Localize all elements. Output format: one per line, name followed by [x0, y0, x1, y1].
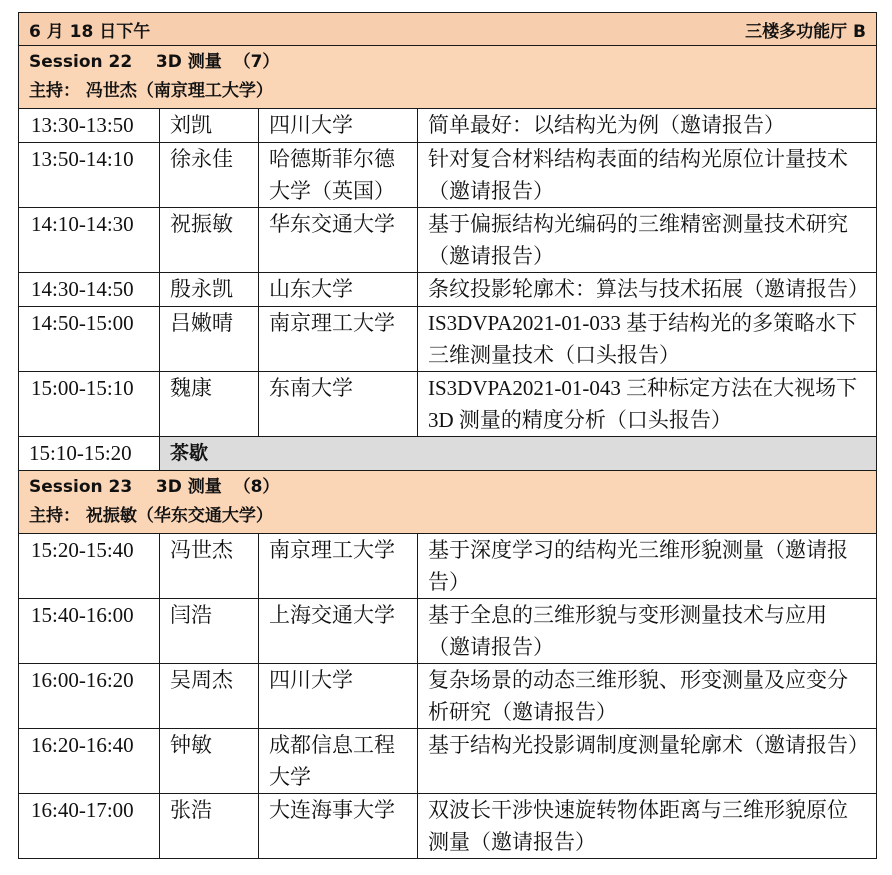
schedule-table — [18, 12, 877, 859]
break-row — [19, 437, 877, 471]
table-row — [19, 664, 877, 729]
topic-cell: 双波长干涉快速旋转物体距离与三维形貌原位测量（邀请报告） — [418, 794, 877, 859]
time-cell: 14:10-14:30 — [19, 208, 160, 273]
org-cell: 大连海事大学 — [259, 794, 418, 859]
org-cell: 上海交通大学 — [259, 599, 418, 664]
time-cell: 16:00-16:20 — [19, 664, 160, 729]
table-row — [19, 729, 877, 794]
speaker-cell: 祝振敏 — [160, 208, 259, 273]
org-cell: 华东交通大学 — [259, 208, 418, 273]
speaker-cell: 魏康 — [160, 372, 259, 437]
org-cell: 成都信息工程大学 — [259, 729, 418, 794]
speaker-cell: 冯世杰 — [160, 534, 259, 599]
topic-cell: 复杂场景的动态三维形貌、形变测量及应变分析研究（邀请报告） — [418, 664, 877, 729]
org-cell: 四川大学 — [259, 664, 418, 729]
time-cell: 16:40-17:00 — [19, 794, 160, 859]
table-row — [19, 599, 877, 664]
org-cell: 山东大学 — [259, 273, 418, 307]
session-title: Session 22 3D 测量 （7） — [29, 52, 280, 72]
topic-cell: 基于偏振结构光编码的三维精密测量技术研究（邀请报告） — [418, 208, 877, 273]
org-cell: 南京理工大学 — [259, 307, 418, 372]
header-venue: 三楼多功能厅 B — [745, 21, 867, 42]
org-cell: 南京理工大学 — [259, 534, 418, 599]
time-cell: 14:30-14:50 — [19, 273, 160, 307]
header-date: 6 月 18 日下午 — [29, 21, 151, 42]
table-row — [19, 372, 877, 437]
topic-cell: 基于全息的三维形貌与变形测量技术与应用（邀请报告） — [418, 599, 877, 664]
session-host: 主持： 冯世杰（南京理工大学） — [29, 81, 273, 101]
break-time: 15:10-15:20 — [19, 437, 160, 471]
speaker-cell: 张浩 — [160, 794, 259, 859]
session-host: 主持： 祝振敏（华东交通大学） — [29, 506, 273, 526]
org-cell: 四川大学 — [259, 109, 418, 143]
speaker-cell: 刘凯 — [160, 109, 259, 143]
table-row — [19, 208, 877, 273]
table-row — [19, 794, 877, 859]
table-row — [19, 307, 877, 372]
topic-cell: 针对复合材料结构表面的结构光原位计量技术（邀请报告） — [418, 143, 877, 208]
time-cell: 13:50-14:10 — [19, 143, 160, 208]
topic-cell: 基于深度学习的结构光三维形貌测量（邀请报告） — [418, 534, 877, 599]
time-cell: 15:20-15:40 — [19, 534, 160, 599]
speaker-cell: 徐永佳 — [160, 143, 259, 208]
time-cell: 15:00-15:10 — [19, 372, 160, 437]
speaker-cell: 吕嫩晴 — [160, 307, 259, 372]
time-cell: 16:20-16:40 — [19, 729, 160, 794]
session-header — [19, 471, 877, 534]
table-row — [19, 109, 877, 143]
table-row — [19, 534, 877, 599]
table-row — [19, 143, 877, 208]
session-title: Session 23 3D 测量 （8） — [29, 477, 280, 497]
org-cell: 东南大学 — [259, 372, 418, 437]
topic-cell: 基于结构光投影调制度测量轮廓术（邀请报告） — [418, 729, 877, 794]
session-header — [19, 46, 877, 109]
org-cell: 哈德斯菲尔德大学（英国） — [259, 143, 418, 208]
break-label: 茶歇 — [160, 437, 877, 471]
speaker-cell: 钟敏 — [160, 729, 259, 794]
speaker-cell: 吴周杰 — [160, 664, 259, 729]
time-cell: 15:40-16:00 — [19, 599, 160, 664]
speaker-cell: 闫浩 — [160, 599, 259, 664]
topic-cell: IS3DVPA2021-01-043 三种标定方法在大视场下 3D 测量的精度分析（口头报告） — [418, 372, 877, 437]
time-cell: 14:50-15:00 — [19, 307, 160, 372]
schedule-header — [19, 13, 877, 46]
time-cell: 13:30-13:50 — [19, 109, 160, 143]
topic-cell: 简单最好：以结构光为例（邀请报告） — [418, 109, 877, 143]
topic-cell: 条纹投影轮廓术：算法与技术拓展（邀请报告） — [418, 273, 877, 307]
table-row — [19, 273, 877, 307]
topic-cell: IS3DVPA2021-01-033 基于结构光的多策略水下三维测量技术（口头报告） — [418, 307, 877, 372]
speaker-cell: 殷永凯 — [160, 273, 259, 307]
